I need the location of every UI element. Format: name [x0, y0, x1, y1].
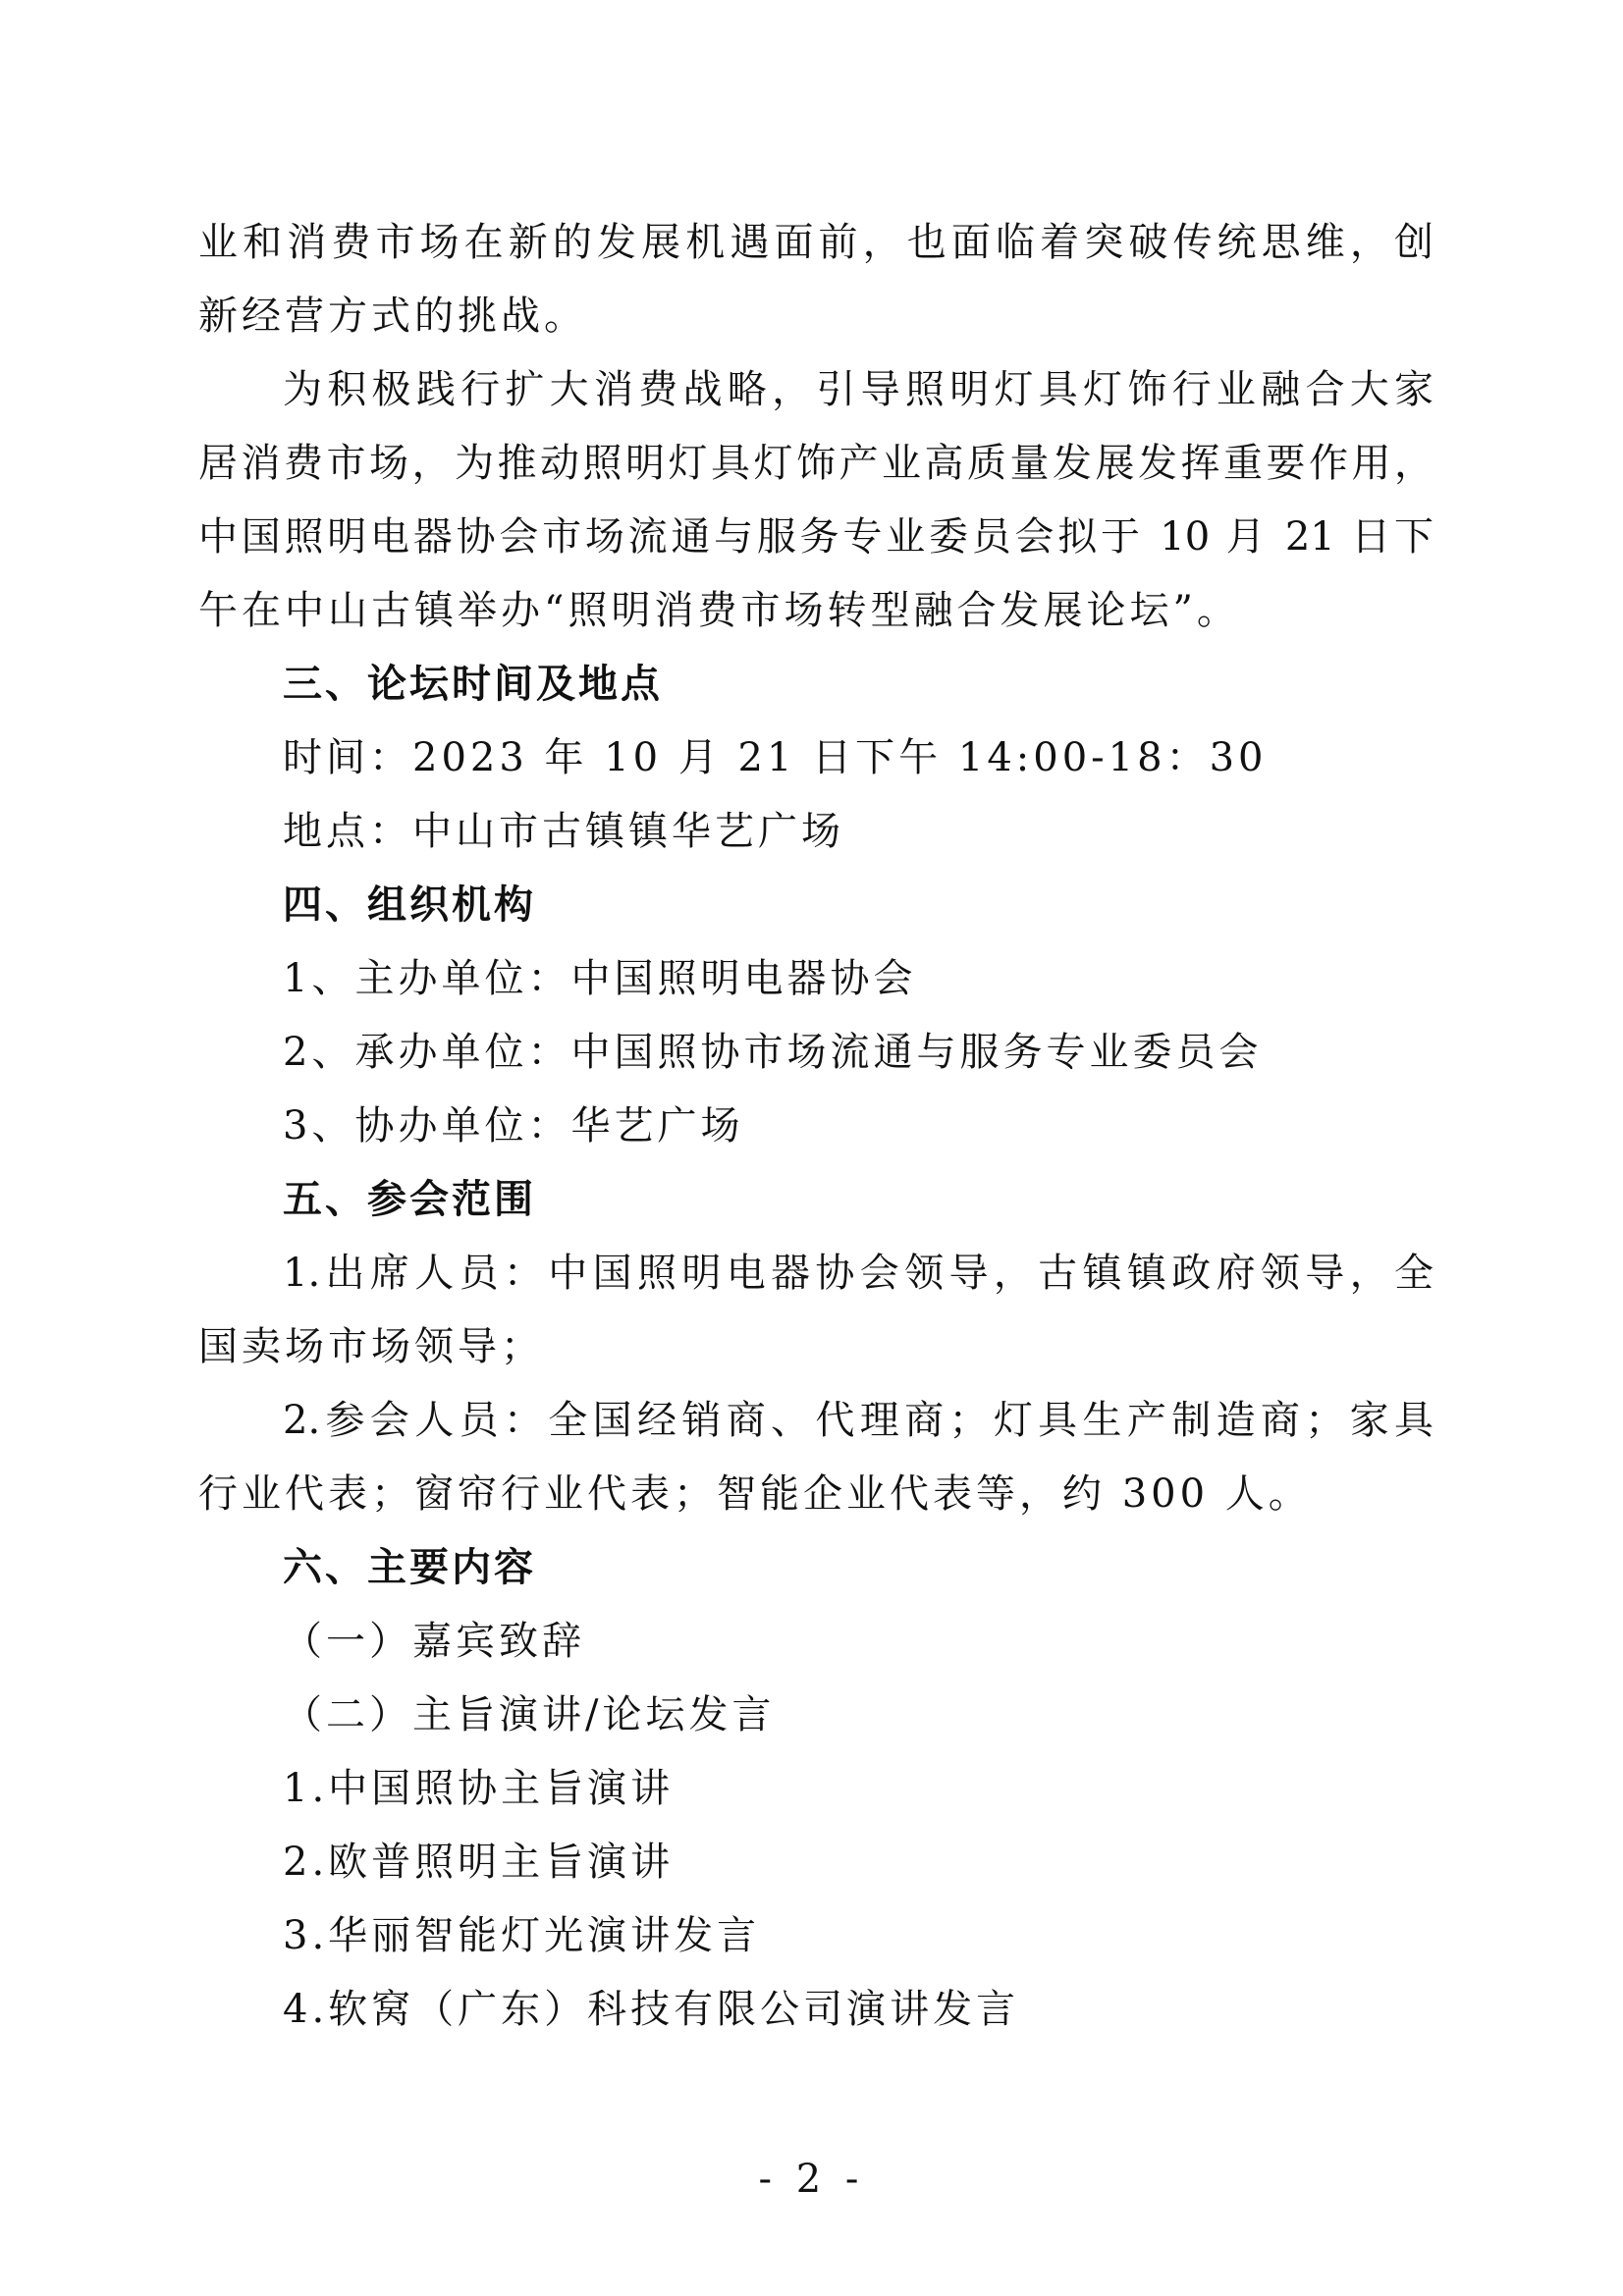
document-page [198, 206, 1434, 2047]
list-item: 1.中国照协主旨演讲 [283, 1766, 675, 1811]
list-item: 3、协办单位：华艺广场 [283, 1103, 744, 1148]
paragraph-line: 居消费市场，为推动照明灯具灯饰产业高质量发展发挥重要作用， [198, 441, 1434, 486]
list-item: 2.欧普照明主旨演讲 [283, 1840, 675, 1885]
list-item: 2、承办单位：中国照协市场流通与服务专业委员会 [283, 1030, 1263, 1075]
section-heading: 五、参会范围 [283, 1177, 536, 1222]
paragraph-line: 业和消费市场在新的发展机遇面前，也面临着突破传统思维，创 [198, 220, 1434, 265]
paragraph-line: 中国照明电器协会市场流通与服务专业委员会拟于 10 月 21 日下 [198, 514, 1434, 560]
subsection-heading: （二）主旨演讲/论坛发言 [283, 1692, 776, 1737]
section-heading: 三、论坛时间及地点 [283, 662, 663, 707]
subsection-heading: （一）嘉宾致辞 [283, 1619, 585, 1664]
section-heading: 六、主要内容 [283, 1545, 536, 1590]
paragraph-line: 午在中山古镇举办“照明消费市场转型融合发展论坛”。 [198, 588, 1240, 633]
forum-place: 地点：中山市古镇镇华艺广场 [283, 809, 844, 854]
list-item: 1、主办单位：中国照明电器协会 [283, 956, 917, 1001]
paragraph-line: 2.参会人员：全国经销商、代理商；灯具生产制造商；家具 [283, 1398, 1434, 1443]
list-item: 4.软窝（广东）科技有限公司演讲发言 [283, 1987, 1020, 2032]
paragraph-line: 1.出席人员：中国照明电器协会领导，古镇镇政府领导，全 [283, 1251, 1434, 1296]
list-item: 3.华丽智能灯光演讲发言 [283, 1913, 761, 1958]
paragraph-line: 新经营方式的挑战。 [198, 294, 587, 339]
paragraph-line: 国卖场市场领导； [198, 1324, 544, 1369]
paragraph-line: 行业代表；窗帘行业代表；智能企业代表等，约 300 人。 [198, 1471, 1312, 1517]
section-heading: 四、组织机构 [283, 882, 536, 928]
page-number: - 2 - [758, 2157, 865, 2202]
paragraph-line: 为积极践行扩大消费战略，引导照明灯具灯饰行业融合大家 [283, 367, 1434, 412]
forum-time: 时间：2023 年 10 月 21 日下午 14:00-18：30 [283, 735, 1268, 780]
